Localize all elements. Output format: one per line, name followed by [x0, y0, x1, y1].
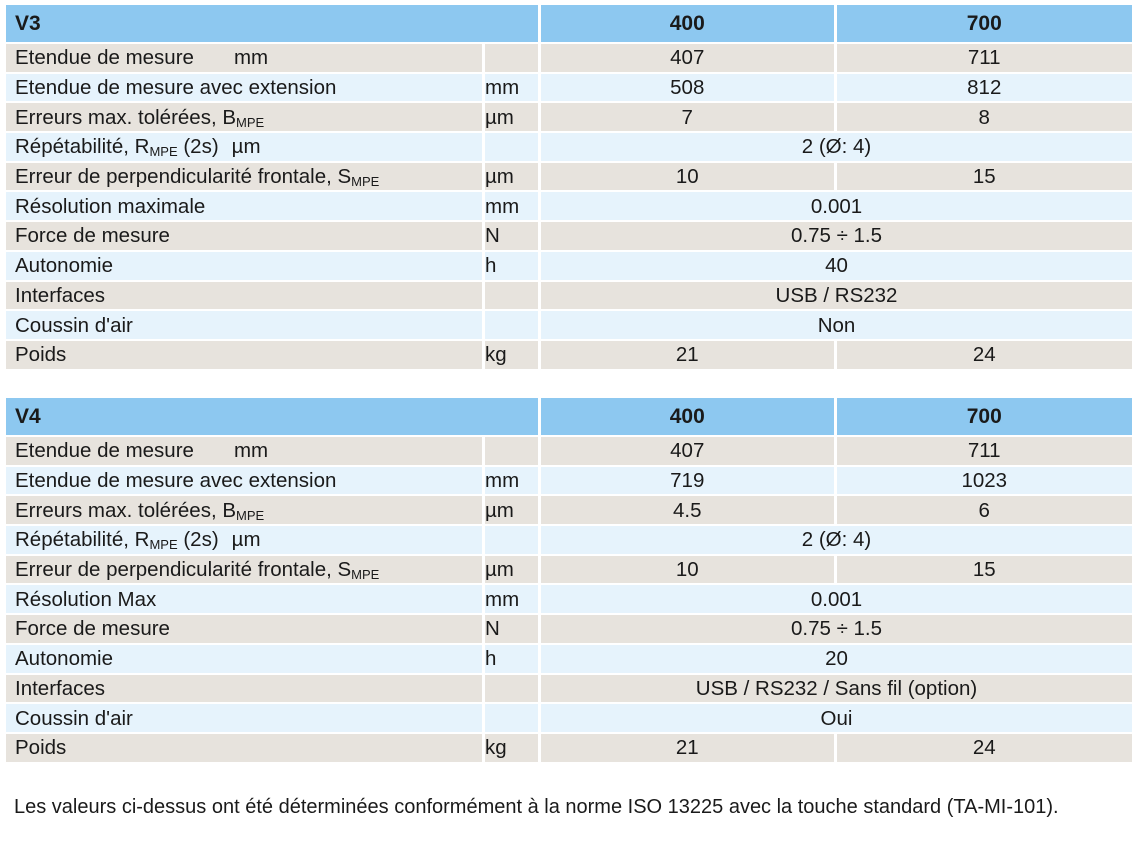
row-label-subscript: MPE [236, 114, 265, 130]
table-body [6, 5, 1132, 371]
row-label [6, 496, 485, 526]
table-row [6, 282, 1132, 312]
table-row [6, 103, 1132, 133]
row-label [6, 103, 485, 133]
table-row [6, 734, 1132, 764]
row-label-text: Répétabilité, R [15, 528, 150, 552]
row-label-subscript: MPE [149, 537, 178, 553]
row-value-shared: Non [541, 311, 1132, 341]
row-value-400: 407 [541, 44, 837, 74]
table-body [6, 398, 1132, 764]
row-label-text: Etendue de mesure avec extension [15, 76, 337, 100]
row-value-400: 719 [541, 467, 837, 497]
table-row [6, 615, 1132, 645]
row-unit-cell [485, 311, 541, 341]
row-unit-cell: kg [485, 341, 541, 371]
table-row [6, 585, 1132, 615]
table-header-row [6, 5, 1132, 44]
row-unit-cell: h [485, 645, 541, 675]
row-label-subscript: MPE [149, 144, 178, 160]
row-unit-cell [485, 282, 541, 312]
row-value-400: 7 [541, 103, 837, 133]
footnote: Les valeurs ci-dessus ont été déterminées conformément à la norme ISO 13225 avec la touche standard (TA-MI-101). [14, 796, 1059, 818]
table-row [6, 704, 1132, 734]
row-label-subscript: MPE [351, 567, 380, 583]
row-label-subscript: MPE [351, 174, 380, 190]
table-row [6, 74, 1132, 104]
row-label [6, 222, 485, 252]
row-label-text: Résolution Max [15, 587, 157, 611]
table-row [6, 222, 1132, 252]
row-label-text: Erreurs max. tolérées, B [15, 498, 237, 522]
row-label [6, 437, 485, 467]
row-value-shared: 0.001 [541, 585, 1132, 615]
row-label-text: Etendue de mesure [15, 46, 194, 70]
row-label-text: Erreur de perpendicularité frontale, S [15, 165, 352, 189]
row-unit-cell: N [485, 615, 541, 645]
row-unit-cell: kg [485, 734, 541, 764]
row-value-shared: 40 [541, 252, 1132, 282]
row-value-shared: 0.75 ÷ 1.5 [541, 615, 1132, 645]
row-label-text: Résolution maximale [15, 194, 206, 218]
row-label-text: Erreur de perpendicularité frontale, S [15, 558, 352, 582]
row-label [6, 467, 485, 497]
table-row [6, 163, 1132, 193]
table-row [6, 44, 1132, 74]
table-row [6, 311, 1132, 341]
column-header: 700 [837, 398, 1133, 437]
model-name: V4 [6, 398, 541, 437]
row-unit-cell: h [485, 252, 541, 282]
row-label-text: Coussin d'air [15, 706, 133, 730]
row-label [6, 341, 485, 371]
row-unit-cell: µm [485, 163, 541, 193]
row-label [6, 252, 485, 282]
row-unit-cell: mm [485, 74, 541, 104]
row-label-text: Force de mesure [15, 617, 170, 641]
column-header: 700 [837, 5, 1133, 44]
row-value-700: 711 [837, 437, 1133, 467]
row-unit: µm [231, 135, 261, 159]
table-row [6, 556, 1132, 586]
row-value-700: 812 [837, 74, 1133, 104]
row-label-text: Interfaces [15, 283, 106, 307]
table-row [6, 341, 1132, 371]
row-value-shared: Oui [541, 704, 1132, 734]
table-row [6, 133, 1132, 163]
table-row [6, 526, 1132, 556]
row-label-suffix: (2s) [177, 135, 219, 159]
row-unit-cell: mm [485, 467, 541, 497]
row-value-400: 508 [541, 74, 837, 104]
row-label-text: Interfaces [15, 676, 106, 700]
row-unit-cell [485, 437, 541, 467]
row-value-shared: USB / RS232 / Sans fil (option) [541, 675, 1132, 705]
table-row [6, 192, 1132, 222]
spec-table-v3 [6, 5, 1132, 371]
row-label-text: Répétabilité, R [15, 135, 150, 159]
row-value-shared: USB / RS232 [541, 282, 1132, 312]
row-label-text: Poids [15, 343, 67, 367]
row-value-shared: 20 [541, 645, 1132, 675]
column-header: 400 [541, 398, 837, 437]
row-unit-cell: mm [485, 585, 541, 615]
row-label [6, 192, 485, 222]
column-header: 400 [541, 5, 837, 44]
row-label [6, 311, 485, 341]
row-value-700: 8 [837, 103, 1133, 133]
row-label-suffix: (2s) [177, 528, 219, 552]
row-label [6, 74, 485, 104]
row-unit-cell [485, 526, 541, 556]
row-unit-cell: µm [485, 103, 541, 133]
row-unit-cell: µm [485, 556, 541, 586]
row-label-text: Poids [15, 736, 67, 760]
row-value-400: 10 [541, 556, 837, 586]
row-value-400: 21 [541, 341, 837, 371]
row-label-text: Coussin d'air [15, 313, 133, 337]
row-value-700: 15 [837, 163, 1133, 193]
row-value-400: 10 [541, 163, 837, 193]
row-label-text: Etendue de mesure [15, 439, 194, 463]
row-value-shared: 0.001 [541, 192, 1132, 222]
table-row [6, 496, 1132, 526]
table-row [6, 437, 1132, 467]
row-value-shared: 0.75 ÷ 1.5 [541, 222, 1132, 252]
row-label [6, 734, 485, 764]
row-label [6, 585, 485, 615]
row-unit-cell [485, 133, 541, 163]
row-label [6, 675, 485, 705]
row-label [6, 704, 485, 734]
row-label [6, 615, 485, 645]
row-label-subscript: MPE [236, 507, 265, 523]
row-value-700: 24 [837, 341, 1133, 371]
row-value-700: 711 [837, 44, 1133, 74]
table-header-row [6, 398, 1132, 437]
row-value-700: 6 [837, 496, 1133, 526]
row-label [6, 556, 485, 586]
row-value-700: 24 [837, 734, 1133, 764]
row-unit-cell [485, 675, 541, 705]
row-value-700: 15 [837, 556, 1133, 586]
model-name: V3 [6, 5, 541, 44]
row-unit-cell: mm [485, 192, 541, 222]
row-value-shared: 2 (Ø: 4) [541, 526, 1132, 556]
table-row [6, 645, 1132, 675]
row-label-text: Force de mesure [15, 224, 170, 248]
row-label [6, 44, 485, 74]
row-unit: mm [233, 46, 269, 70]
row-unit-cell [485, 44, 541, 74]
row-label-text: Autonomie [15, 647, 114, 671]
row-value-400: 4.5 [541, 496, 837, 526]
row-unit: mm [233, 439, 269, 463]
row-label [6, 645, 485, 675]
row-label [6, 526, 485, 556]
row-value-shared: 2 (Ø: 4) [541, 133, 1132, 163]
row-unit: µm [231, 528, 261, 552]
row-label [6, 163, 485, 193]
row-label [6, 133, 485, 163]
row-label-text: Etendue de mesure avec extension [15, 469, 337, 493]
row-label-text: Erreurs max. tolérées, B [15, 105, 237, 129]
row-value-400: 21 [541, 734, 837, 764]
row-unit-cell: N [485, 222, 541, 252]
table-row [6, 252, 1132, 282]
table-row [6, 467, 1132, 497]
row-unit-cell [485, 704, 541, 734]
row-value-400: 407 [541, 437, 837, 467]
row-label-text: Autonomie [15, 254, 114, 278]
spec-table-v4 [6, 398, 1132, 764]
row-unit-cell: µm [485, 496, 541, 526]
table-row [6, 675, 1132, 705]
row-label [6, 282, 485, 312]
row-value-700: 1023 [837, 467, 1133, 497]
